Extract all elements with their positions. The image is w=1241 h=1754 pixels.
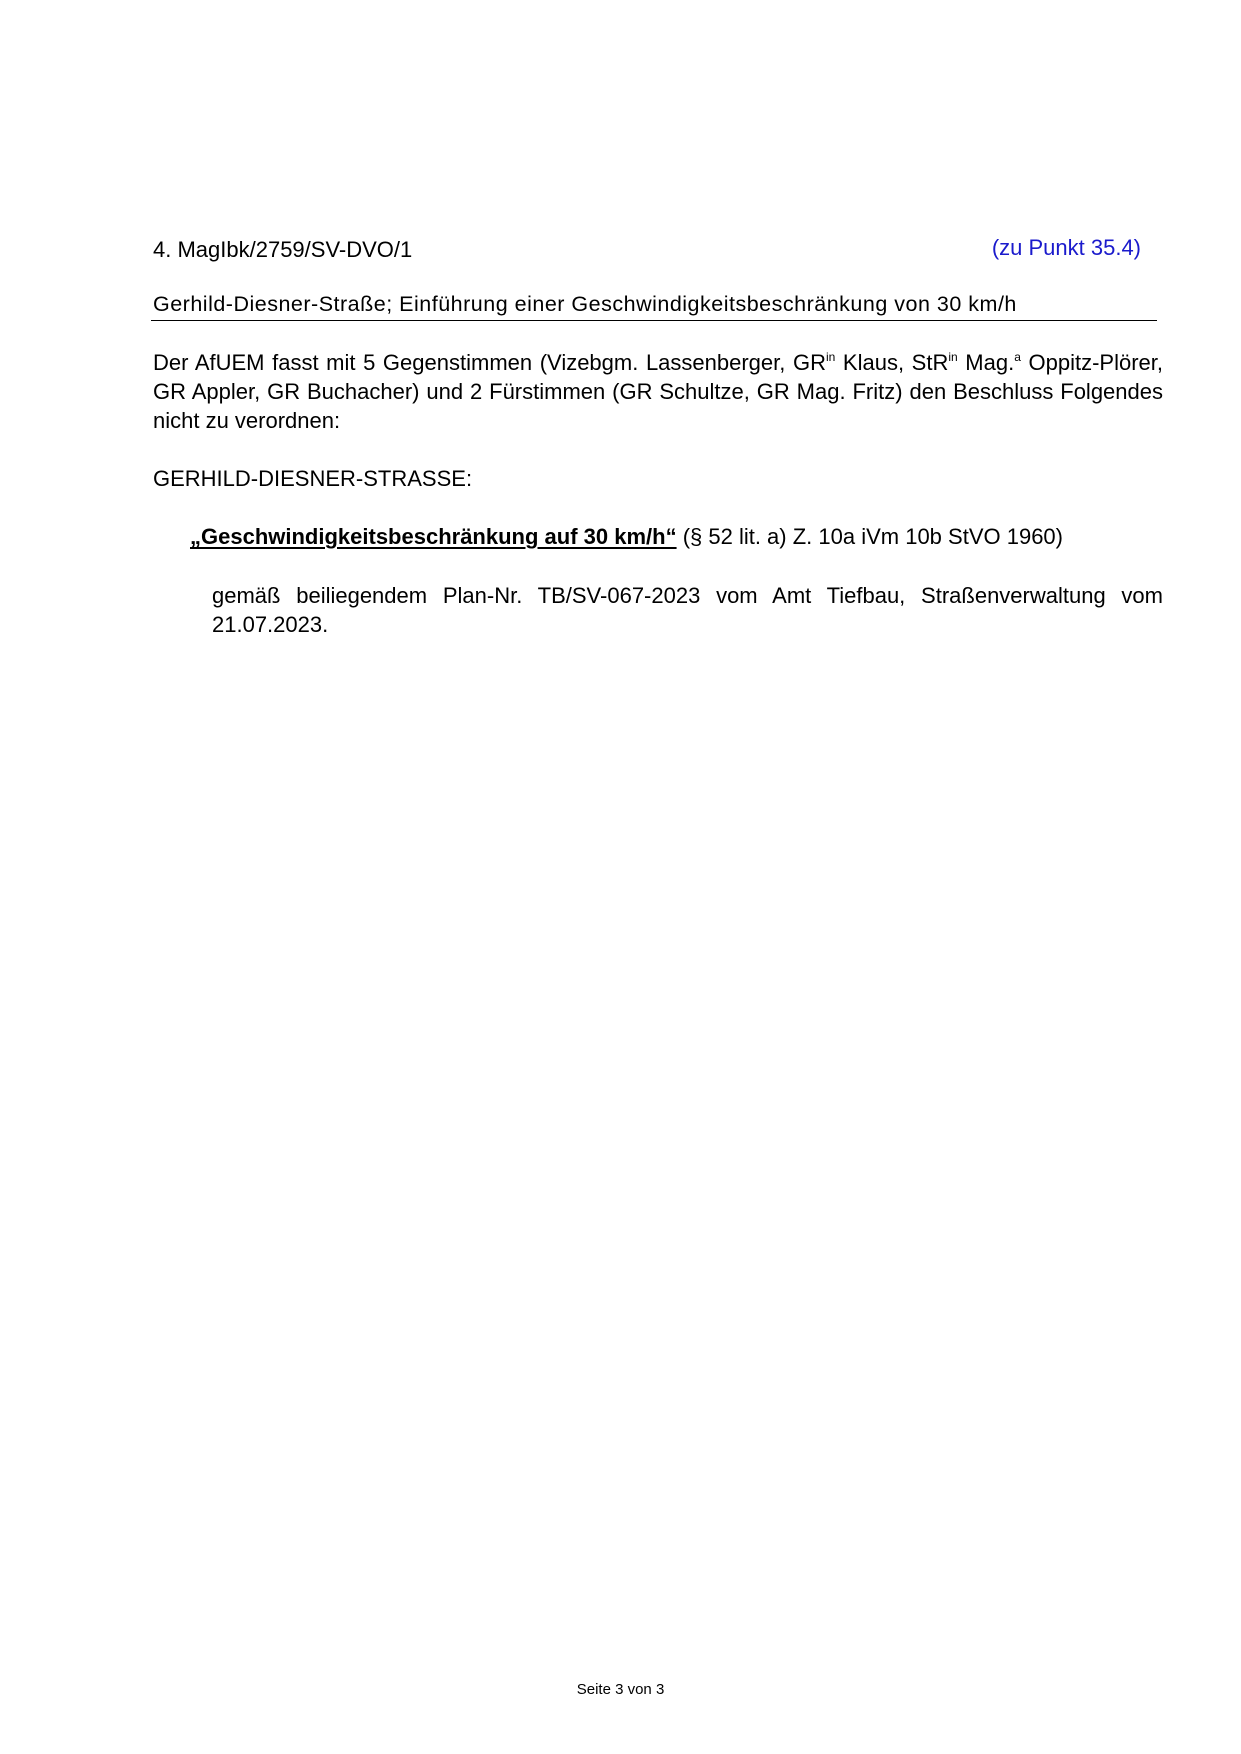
subject-line: Gerhild-Diesner-Straße; Einführung einer Geschwindigkeitsbeschränkung von 30 km/h [153,292,1017,316]
measure-line [190,523,1063,551]
plan-reference: gemäß beiliegendem Plan-Nr. TB/SV-067-2023 vom Amt Tiefbau, Straßenverwaltung vom 21.07.2023. [212,583,1163,637]
superscript-a: a [1014,350,1021,364]
subject-underline [151,320,1157,321]
street-heading: GERHILD-DIESNER-STRASSE: [153,466,473,491]
measure-title: „Geschwindigkeitsbeschränkung auf 30 km/h“ [190,524,677,549]
resolution-text-2: Klaus, StR [835,350,949,375]
measure-legal-reference: (§ 52 lit. a) Z. 10a iVm 10b StVO 1960) [676,524,1063,549]
item-number: 4. MagIbk/2759/SV-DVO/1 [153,237,413,262]
agenda-reference: (zu Punkt 35.4) [991,235,1141,260]
page-footer: Seite 3 von 3 [576,1681,665,1698]
superscript-in-1: in [825,350,836,364]
resolution-text-4: Oppitz-Plörer, GR Appler, GR Buchacher) und 2 Fürstimmen (GR Schultze, GR Mag. Fritz) den Beschluss Folgendes nicht zu verordnen: [153,350,1163,433]
resolution-text-1: Der AfUEM fasst mit 5 Gegenstimmen (Vizebgm. Lassenberger, GR [153,350,826,375]
resolution-text-3: Mag. [957,350,1015,375]
resolution-paragraph [153,348,1163,435]
superscript-in-2: in [948,350,958,364]
